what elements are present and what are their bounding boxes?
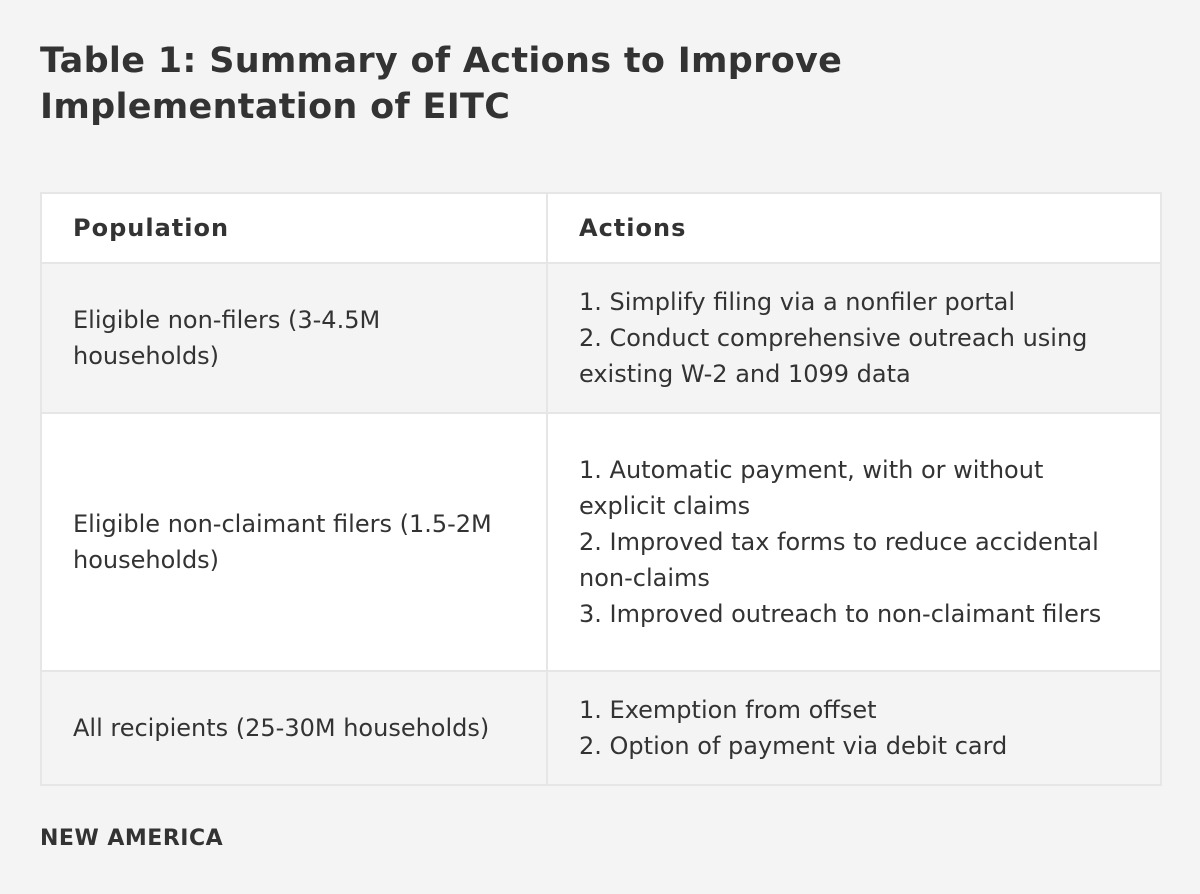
- summary-table-container: [40, 192, 1160, 786]
- summary-table: [40, 192, 1162, 786]
- publisher-logo-text: NEW AMERICA: [40, 826, 224, 851]
- actions-cell: [547, 671, 1161, 785]
- table-row: [41, 413, 1161, 671]
- table-header-row: [41, 193, 1161, 263]
- header-actions: Actions: [547, 193, 1161, 263]
- action-item: 2. Conduct comprehensive outreach using existing W-2 and 1099 data: [579, 324, 1088, 388]
- actions-cell: [547, 413, 1161, 671]
- population-cell: Eligible non-filers (3-4.5M households): [41, 263, 547, 413]
- header-population: Population: [41, 193, 547, 263]
- action-item: 1. Simplify filing via a nonfiler portal: [579, 288, 1016, 316]
- action-item: 2. Option of payment via debit card: [579, 732, 1008, 760]
- table-row: [41, 671, 1161, 785]
- population-cell: All recipients (25-30M households): [41, 671, 547, 785]
- actions-cell: [547, 263, 1161, 413]
- population-cell: Eligible non-claimant filers (1.5-2M households): [41, 413, 547, 671]
- table-row: [41, 263, 1161, 413]
- table-title: Table 1: Summary of Actions to Improve Implementation of EITC: [40, 41, 843, 127]
- action-item: 3. Improved outreach to non-claimant filers: [579, 600, 1102, 628]
- action-item: 1. Automatic payment, with or without explicit claims: [579, 456, 1044, 520]
- action-item: 1. Exemption from offset: [579, 696, 877, 724]
- action-item: 2. Improved tax forms to reduce accidental non-claims: [579, 528, 1099, 592]
